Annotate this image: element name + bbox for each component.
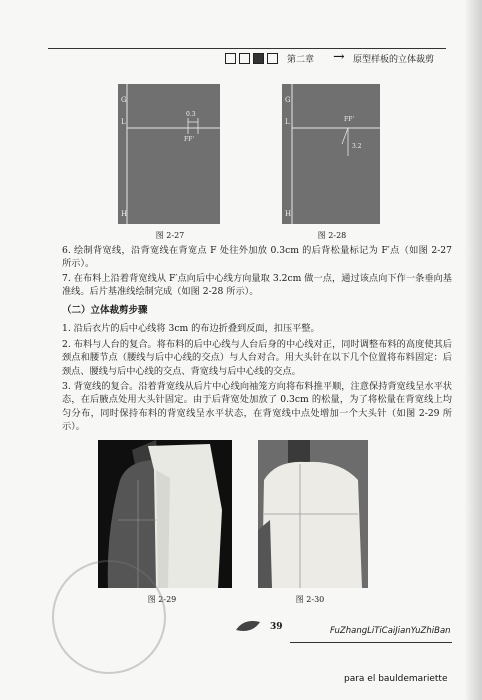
label-h: H xyxy=(285,210,292,218)
caption-2-27: 图 2-27 xyxy=(155,231,185,240)
paragraph-6: 6. 绘制背宽线，沿背宽线在背宽点 F 处往外加放 0.3cm 的后背松量标记为 F′点（如图 2-27 所示）。 xyxy=(62,245,452,270)
photo-2-30-drawing xyxy=(258,440,368,588)
step-1: 1. 沿后衣片的后中心线将 3cm 的布边折叠到反面，扣压平整。 xyxy=(62,323,320,334)
arrow-icon: → xyxy=(333,49,345,65)
figure-2-28 xyxy=(282,84,380,224)
figure-2-27-drawing xyxy=(118,84,220,224)
figure-2-27 xyxy=(118,84,220,224)
label-ff: FF' xyxy=(344,116,354,123)
footer-rule xyxy=(290,642,452,643)
series-title: FuZhangLiTiCaiJianYuZhiBan xyxy=(330,626,451,636)
caption-2-29: 图 2-29 xyxy=(147,595,177,604)
label-h: H xyxy=(121,210,128,218)
page-edge-shadow xyxy=(464,0,482,700)
step-2: 2. 布料与人台的复合。将布料的后中心线与人台后身的中心线对正，同时调整布料的高度使其后颈点和腰节点（腰线与后中心线的交点）与人台对合。用大头针在以下几个位置将布料固定：后颈点、腰线与后中心线的交点、背宽线与后中心线的交点。 xyxy=(62,339,452,377)
header-square-icon xyxy=(225,53,236,64)
paragraph-7: 7. 在布料上沿着背宽线从 F′点向后中心线方向量取 3.2cm 做一点，通过该点向下作一条垂向基准线。后片基准线绘制完成（如图 2-28 所示）。 xyxy=(62,273,452,298)
label-l: L xyxy=(121,118,126,126)
chapter-label: 第二章 xyxy=(287,55,315,65)
label-measure: 3.2 xyxy=(352,143,362,150)
label-measure: 0.3 xyxy=(186,111,196,118)
header-rule xyxy=(48,48,446,49)
caption-2-30: 图 2-30 xyxy=(295,595,325,604)
page-number: 39 xyxy=(270,622,283,632)
figure-2-28-drawing xyxy=(282,84,380,224)
credit-text: para el bauldemariette xyxy=(344,674,448,684)
chapter-title: 原型样板的立体裁剪 xyxy=(353,55,435,65)
section-heading: （二）立体裁剪步骤 xyxy=(62,305,148,316)
header-square-icon xyxy=(239,53,250,64)
header-square-icon xyxy=(267,53,278,64)
leaf-icon xyxy=(234,618,262,634)
label-g: G xyxy=(121,96,127,104)
photo-2-30 xyxy=(258,440,368,588)
label-g: G xyxy=(285,96,291,104)
label-ff: FF' xyxy=(184,136,194,143)
step-3: 3. 背宽线的复合。沿着背宽线从后片中心线向袖笼方向将布料推平顺，注意保持背宽线呈水平状态，在后腋点处用大头针固定。由于后背宽处加放了 0.3cm 的松量，为了将松量在背宽线上均匀分布，同时保持布料的背宽线呈水平状态，在背宽线中点处增加一个大头针（如图 2-29 所示）。 xyxy=(62,381,452,433)
caption-2-28: 图 2-28 xyxy=(317,231,347,240)
watermark-stamp xyxy=(52,560,166,674)
header-square-filled-icon xyxy=(253,53,264,64)
label-l: L xyxy=(285,118,290,126)
running-header xyxy=(225,49,447,66)
